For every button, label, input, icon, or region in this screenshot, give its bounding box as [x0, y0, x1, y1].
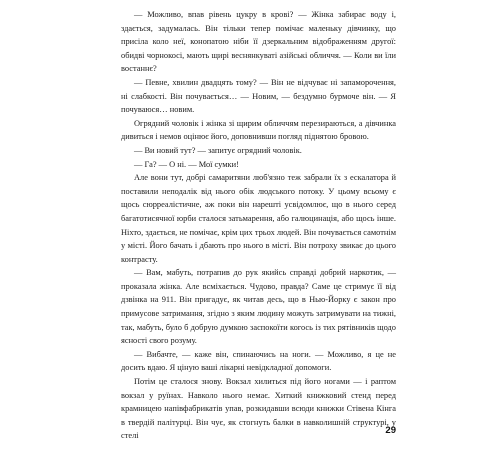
paragraph-9: Потім це сталося знову. Вокзал хилиться під його ногами — і раптом вокзал у руїнах. Навколо нього немає. Хиткий книжковий стенд перед крамницею напівфабрикатів упав, розкидавши всюди книжки Стівена Кінга в твердій палітурці. Він чує, як стогнуть балки в навколишній структурі, у стелі [121, 377, 396, 441]
paragraph-5: — Га? — О ні. — Мої сумки! [134, 159, 239, 169]
paragraph-1: — Можливо, впав рівень цукру в крові? — Жінка забирає воду і, здається, задумалась. Він тільки тепер помічає маленьку дівчинку, що присіла коло неї, конопатою ніби її дзеркальним відображенням другої: обидві чорнокосі, мають щирі веснянкуваті азійські обличчя. — Коли ви їли востаннє? [121, 10, 396, 74]
paragraph-6: Але вони тут, добрі самаритяни люб'язно теж забрали їх з ескалатора й поставили неподалік від нього обік людського потоку. У цьому всьому є щось сюрреалістичне, аж поки він нарешті усвідомлює, що в нього серед багатотисячної юрби сталося затьмарення, або галюцинація, або щось інше. Ніхто, здається, не помічає, крім цих трьох людей. Він почувається самотнім у місті. Його бачать і дбають про нього в місті. Він потроху звикає до цього контрасту. [121, 173, 396, 264]
paragraph-8: — Вибачте, — каже він, спинаючись на ноги. — Можливо, я це не досить вдаю. Я ціную ваші лікарні невідкладної допомоги. [121, 349, 396, 373]
page-number: 29 [385, 425, 396, 436]
body-text [121, 8, 396, 443]
paragraph-4: — Ви новий тут? — запитує огрядний чоловік. [134, 145, 302, 155]
paragraph-3: Огрядний чоловік і жінка зі щирим обличчям перезираються, а дівчинка дивиться і немов оцінює його, доповнивши погляд піднятою бровою. [121, 118, 396, 142]
paragraph-7: — Вам, мабуть, потрапив до рук якийсь справді добрий наркотик, — проказала жінка. Але всміхається. Чудово, правда? Саме це стримує її від дзвінка на 911. Він пригадує, як читав десь, що в Нью-Йорку є закон про примусове затримання, згідно з яким людину можуть затримувати на тижні, так, мабуть, було б добрую думкою заспокоїти когось із тих рятівників щодо ясності свого розуму. [121, 268, 396, 346]
paragraph-2: — Певне, хвилин двадцять тому? — Він не відчуває ні запаморочення, ні слабкості. Він почувається… — Новим, — бездумно бурмоче він. — Я почуваюся… новим. [121, 77, 396, 115]
